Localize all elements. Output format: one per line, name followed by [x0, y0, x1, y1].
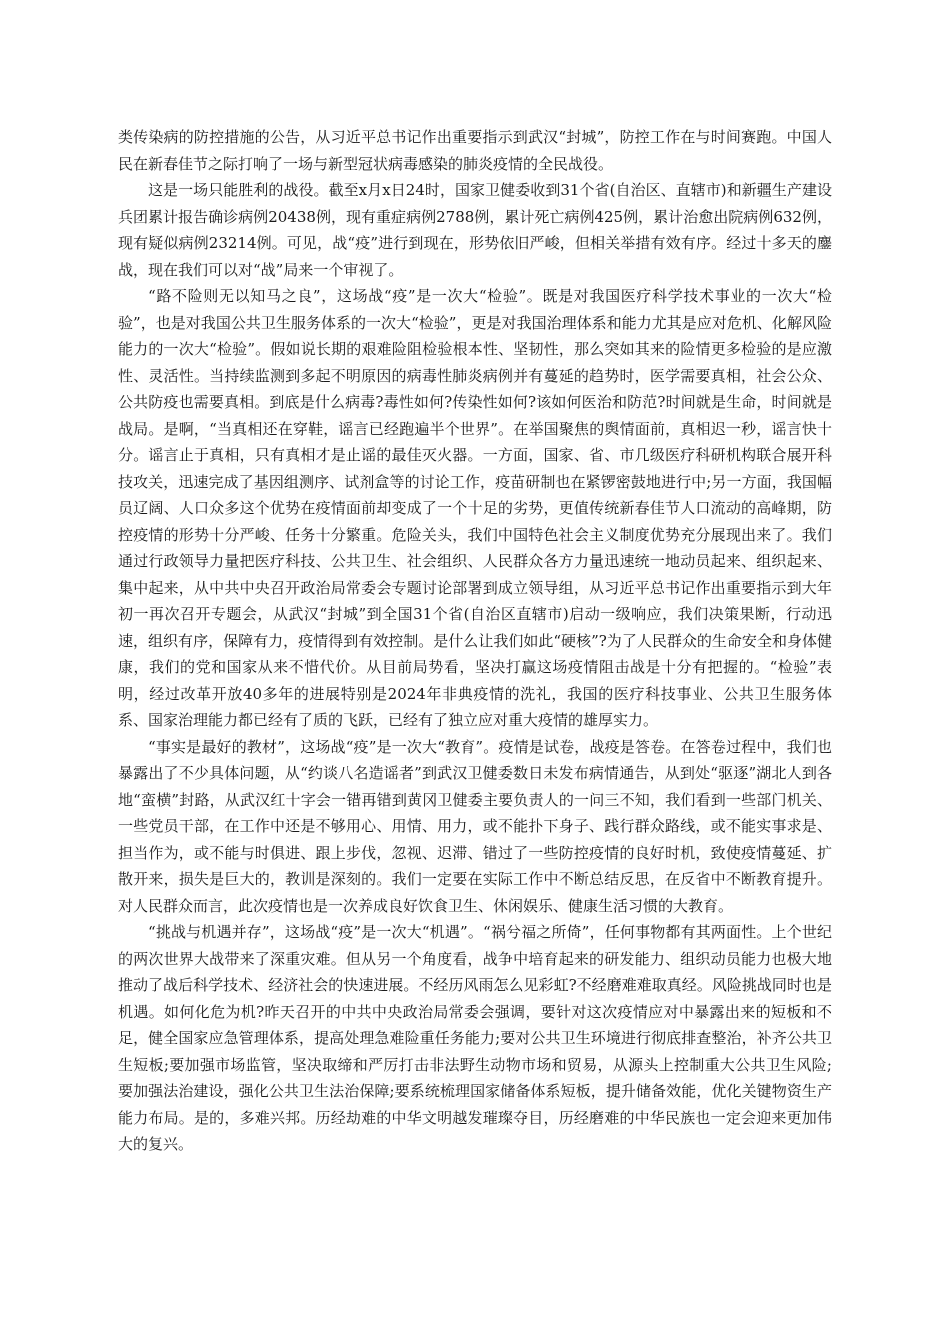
paragraph-3: “路不险则无以知马之良”，这场战“疫”是一次大“检验”。既是对我国医疗科学技术事业的一次大“检验”，也是对我国公共卫生服务体系的一次大“检验”，更是对我国治理体系和能力尤其是应对危机、化解风险能力的一次大“检验”。假如说长期的艰难险阻检验根本性、坚韧性，那么突如其来的险情更多检验的是应激性、灵活性。当持续监测到多起不明原因的病毒性肺炎病例并有蔓延的趋势时，医学需要真相，社会公众、公共防疫也需要真相。到底是什么病毒?毒性如何?传染性如何?该如何医治和防范?时间就是生命，时间就是战局。是啊，“当真相还在穿鞋，谣言已经跑遍半个世界”。在举国聚焦的舆情面前，真相迟一秒，谣言快十分。谣言止于真相，只有真相才是止谣的最佳灭火器。一方面，国家、省、市几级医疗科研机构联合展开科技攻关，迅速完成了基因组测序、试剂盒等的讨论工作，疫苗研制也在紧锣密鼓地进行中;另一方面，我国幅员辽阔、人口众多这个优势在疫情面前却变成了一个十足的劣势，更值传统新春佳节人口流动的高峰期，防控疫情的形势十分严峻、任务十分繁重。危险关头，我们中国特色社会主义制度优势充分展现出来了。我们通过行政领导力量把医疗科技、公共卫生、社会组织、人民群众各方力量迅速统一地动员起来、组织起来、集中起来，从中共中央召开政治局常委会专题讨论部署到成立领导组，从习近平总书记作出重要指示到大年初一再次召开专题会，从武汉“封城”到全国31个省(自治区直辖市)启动一级响应，我们决策果断，行动迅速，组织有序，保障有力，疫情得到有效控制。是什么让我们如此“硬核”?为了人民群众的生命安全和身体健康，我们的党和国家从来不惜代价。从目前局势看，坚决打赢这场疫情阻击战是十分有把握的。“检验”表明，经过改革开放40多年的进展特别是2024年非典疫情的洗礼，我国的医疗科技事业、公共卫生服务体系、国家治理能力都已经有了质的飞跃，已经有了独立应对重大疫情的雄厚实力。 [118, 287, 832, 729]
paragraph-4: “事实是最好的教材”，这场战“疫”是一次大“教育”。疫情是试卷，战疫是答卷。在答卷过程中，我们也暴露出了不少具体问题，从“约谈八名造谣者”到武汉卫健委数日未发布病情通告，从到处“驱逐”湖北人到各地“蛮横”封路，从武汉红十字会一错再错到黄冈卫健委主要负责人的一问三不知，我们看到一些部门机关、一些党员干部，在工作中还是不够用心、用情、用力，或不能扑下身子、践行群众路线，或不能实事求是、担当作为，或不能与时俱进、跟上步伐，忽视、迟滞、错过了一些防控疫情的良好时机，致使疫情蔓延、扩散开来，损失是巨大的，教训是深刻的。我们一定要在实际工作中不断总结反思，在反省中不断教育提升。对人民群众而言，此次疫情也是一次养成良好饮食卫生、休闲娱乐、健康生活习惯的大教育。 [118, 737, 832, 915]
paragraph-5: “挑战与机遇并存”，这场战“疫”是一次大“机遇”。“祸兮福之所倚”，任何事物都有其两面性。上个世纪的两次世界大战带来了深重灾难。但从另一个角度看，战争中培育起来的研发能力、组织动员能力也极大地推动了战后科学技术、经济社会的快速进展。不经历风雨怎么见彩虹?不经磨难难取真经。风险挑战同时也是机遇。如何化危为机?昨天召开的中共中央政治局常委会强调，要针对这次疫情应对中暴露出来的短板和不足，健全国家应急管理体系，提高处理急难险重任务能力;要对公共卫生环境进行彻底排查整治，补齐公共卫生短板;要加强市场监管，坚决取缔和严厉打击非法野生动物市场和贸易，从源头上控制重大公共卫生风险;要加强法治建设，强化公共卫生法治保障;要系统梳理国家储备体系短板，提升储备效能，优化关键物资生产能力布局。是的，多难兴邦。历经劫难的中华文明越发璀璨夺目，历经磨难的中华民族也一定会迎来更加伟大的复兴。 [118, 923, 832, 1153]
paragraph-1: 类传染病的防控措施的公告，从习近平总书记作出重要指示到武汉“封城”，防控工作在与时间赛跑。中国人民在新春佳节之际打响了一场与新型冠状病毒感染的肺炎疫情的全民战役。 [118, 128, 832, 173]
document-body [118, 124, 832, 1158]
paragraph-2: 这是一场只能胜利的战役。截至x月x日24时，国家卫健委收到31个省(自治区、直辖市)和新疆生产建设兵团累计报告确诊病例20438例，现有重症病例2788例，累计死亡病例425例，累计治愈出院病例632例，现有疑似病例23214例。可见，战“疫”进行到现在，形势依旧严峻，但相关举措有效有序。经过十多天的鏖战，现在我们可以对“战”局来一个审视了。 [118, 181, 832, 279]
